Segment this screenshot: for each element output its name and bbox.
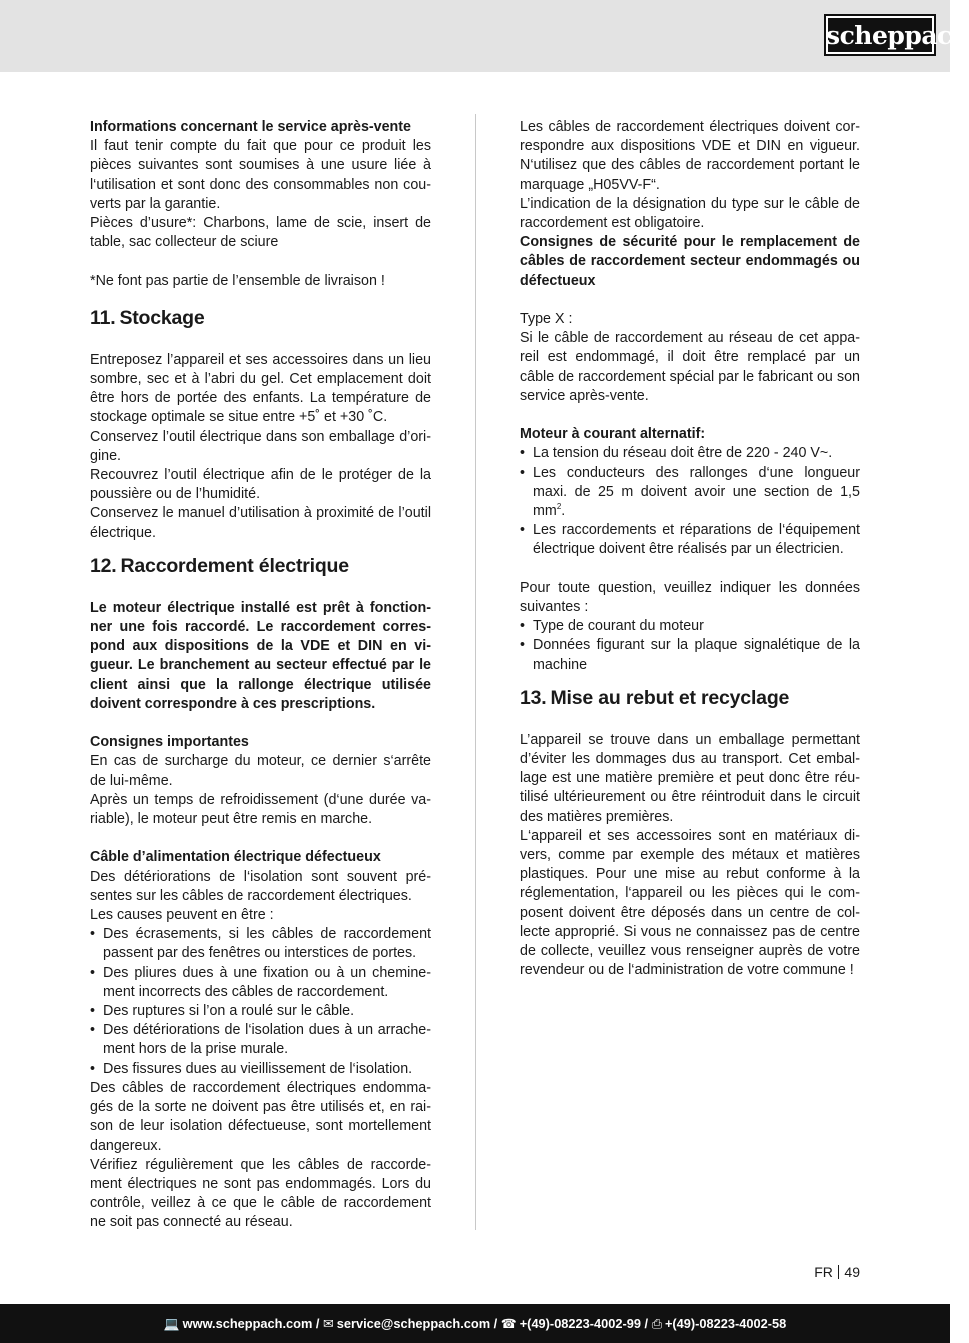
- list-item: • Des détériorations de l‘isolation dues à un arrachement hors de la prise murale.: [90, 1021, 431, 1059]
- safety-heading: Consignes de sécurité pour le remplacement de câbles de raccordement secteur endommagés ou défectueux: [520, 234, 860, 289]
- important-paragraph: En cas de surcharge du moteur, ce dernier s‘arrête de lui-même.: [90, 753, 431, 789]
- service-heading: Informations concernant le service après-vente: [90, 119, 412, 135]
- email-link[interactable]: service@scheppach.com /: [336, 1316, 498, 1331]
- list-item: • Les raccordements et réparations de l‘équipement électrique doivent être réalisés par un électricien.: [520, 521, 860, 559]
- language-code: FR: [814, 1264, 833, 1280]
- section-title: Stockage: [119, 306, 205, 329]
- section-title: Mise au rebut et recyclage: [550, 686, 790, 709]
- cable-paragraph: Des câbles de raccordement électriques endommagés de la sorte ne doivent pas être utilisés et, en raison de leur isolation défectueuse, sont mortellement dangereux.: [90, 1079, 431, 1154]
- disposal-paragraph: L’appareil se trouve dans un emballage permettant d’éviter les dommages dus au transport. Cet emballage est une matière première et peut donc être réutilisé ultérieurement ou être réintroduit dans le circuit des matières premières.: [520, 731, 860, 825]
- list-item: • Données figurant sur la plaque signalétique de la machine: [520, 636, 860, 674]
- section-number: 12.: [90, 554, 117, 577]
- storage-paragraph: Conservez le manuel d’utilisation à proximité de l’outil électrique.: [90, 505, 431, 541]
- header-bar: [0, 0, 969, 72]
- list-item: • Des pliures dues à une fixation ou à un cheminement incorrects des câbles de raccordement.: [90, 964, 431, 1002]
- type-x-text: Si le câble de raccordement au réseau de cet appareil est endommagé, il doit être remplacé par un câble de raccordement spécial par le fabricant ou son service après-vente.: [520, 330, 860, 404]
- website-link[interactable]: www.scheppach.com /: [182, 1316, 320, 1331]
- section-11-heading: [90, 305, 431, 331]
- cable-paragraph: Vérifiez régulièrement que les câbles de raccordement électriques ne sont pas endommagés. Lors du contrôle, veillez à ce que le câble de raccordement ne soit pas connecté au réseau.: [90, 1156, 431, 1231]
- column-divider: [475, 114, 476, 1230]
- list-item: • Les conducteurs des rallonges d‘une longueur maxi. de 25 m doivent avoir une section de 1,5 $mm^2$.: [520, 464, 860, 522]
- computer-icon: 💻: [163, 1316, 180, 1331]
- causes-list: [90, 925, 431, 1079]
- cable-paragraph: Les causes peuvent en être :: [90, 907, 274, 924]
- mail-icon: ✉: [323, 1316, 334, 1331]
- storage-paragraph: Recouvrez l’outil électrique afin de le protéger de la poussière ou de l’humidité.: [90, 467, 431, 503]
- fax-icon: ⎙: [651, 1316, 662, 1331]
- page-number-value: 49: [844, 1264, 860, 1280]
- not-included-note: *Ne font pas partie de l’ensemble de livraison !: [90, 272, 385, 289]
- section-number: 13.: [520, 686, 547, 709]
- cable-paragraph: Des détériorations de l‘isolation sont souvent présentes sur les câbles de raccordement électriques.: [90, 868, 431, 904]
- ac-motor-heading: Moteur à courant alternatif:: [520, 426, 706, 443]
- electrical-intro: Le moteur électrique installé est prêt à fonctionner une fois raccordé. Le raccordement correspond aux dispositions de la VDE et DIN en vigueur. Le branchement au secteur effectué par le client ainsi que la rallonge électrique utilisée doivent correspondre à ces prescriptions.: [90, 599, 431, 712]
- right-column: [520, 118, 860, 980]
- left-column: [90, 118, 431, 1233]
- important-heading: Consignes importantes: [90, 734, 249, 751]
- storage-paragraph: Entreposez l’appareil et ses accessoires dans un lieu sombre, sec et à l’abri du gel. Cet emplacement doit être hors de portée des enfants. La température de stockage optimale se situe entre +5˚ et +30 ˚C.: [90, 351, 431, 426]
- cable-heading: Câble d’alimentation électrique défectueux: [90, 849, 381, 866]
- list-item: • La tension du réseau doit être de 220 - 240 V~.: [520, 444, 860, 463]
- list-item: • Des écrasements, si les câbles de raccordement passent par des fenêtres ou interstices de portes.: [90, 925, 431, 963]
- question-paragraph: Pour toute question, veuillez indiquer les données suivantes :: [520, 579, 860, 616]
- list-item: • Des ruptures si l’on a roulé sur le câble.: [90, 1002, 431, 1021]
- important-paragraph: Après un temps de refroidissement (d‘une durée variable), le moteur peut être remis en marche.: [90, 791, 431, 828]
- disposal-paragraph: L‘appareil et ses accessoires sont en matériaux divers, comme par exemple des métaux et matières plastiques. Pour une mise au rebut conforme à la réglementation, l‘appareil ou les pièces qui le composent doivent être déposés dans un centre de collecte approprié. Si vous ne connaissez pas de centre de collecte, veuillez vous renseigner auprès de votre revendeur ou de l‘administration de votre commune !: [520, 827, 860, 979]
- ac-motor-list: [520, 444, 860, 559]
- fax-number: +(49)-08223-4002-58: [664, 1316, 787, 1331]
- list-item: • Des fissures dues au vieillissement de l‘isolation.: [90, 1060, 431, 1079]
- question-list: [520, 617, 860, 675]
- scheppach-logo: scheppach: [824, 14, 936, 56]
- type-x-label: Type X :: [520, 311, 573, 328]
- list-item: • Type de courant du moteur: [520, 617, 860, 636]
- service-text: Il faut tenir compte du fait que pour ce produit les pièces suivantes sont soumises à une usure liée à l‘utilisation et sont donc des consommables non couverts par la garantie.: [90, 138, 431, 212]
- cable-spec-paragraph: Les câbles de raccordement électriques doivent correspondre aux dispositions VDE et DIN en vigueur. N‘utilisez que des câbles de raccordement portant le marquage „H05VV-F“.: [520, 119, 860, 193]
- section-title: Raccordement électrique: [120, 554, 349, 577]
- footer-bar: [0, 1304, 950, 1343]
- page-number: [814, 1264, 860, 1280]
- phone-number: +(49)-08223-4002-99 /: [519, 1316, 649, 1331]
- section-13-heading: [520, 685, 860, 711]
- section-number: 11.: [90, 306, 116, 329]
- cable-spec-paragraph: L’indication de la désignation du type sur le câble de raccordement est obligatoire.: [520, 195, 860, 232]
- section-12-heading: [90, 553, 431, 579]
- storage-paragraph: Conservez l’outil électrique dans son emballage d’origine.: [90, 428, 431, 464]
- wear-parts-text: Pièces d’usure*: Charbons, lame de scie, insert de table, sac collecteur de sciure: [90, 215, 431, 251]
- phone-icon: ☎: [500, 1316, 517, 1331]
